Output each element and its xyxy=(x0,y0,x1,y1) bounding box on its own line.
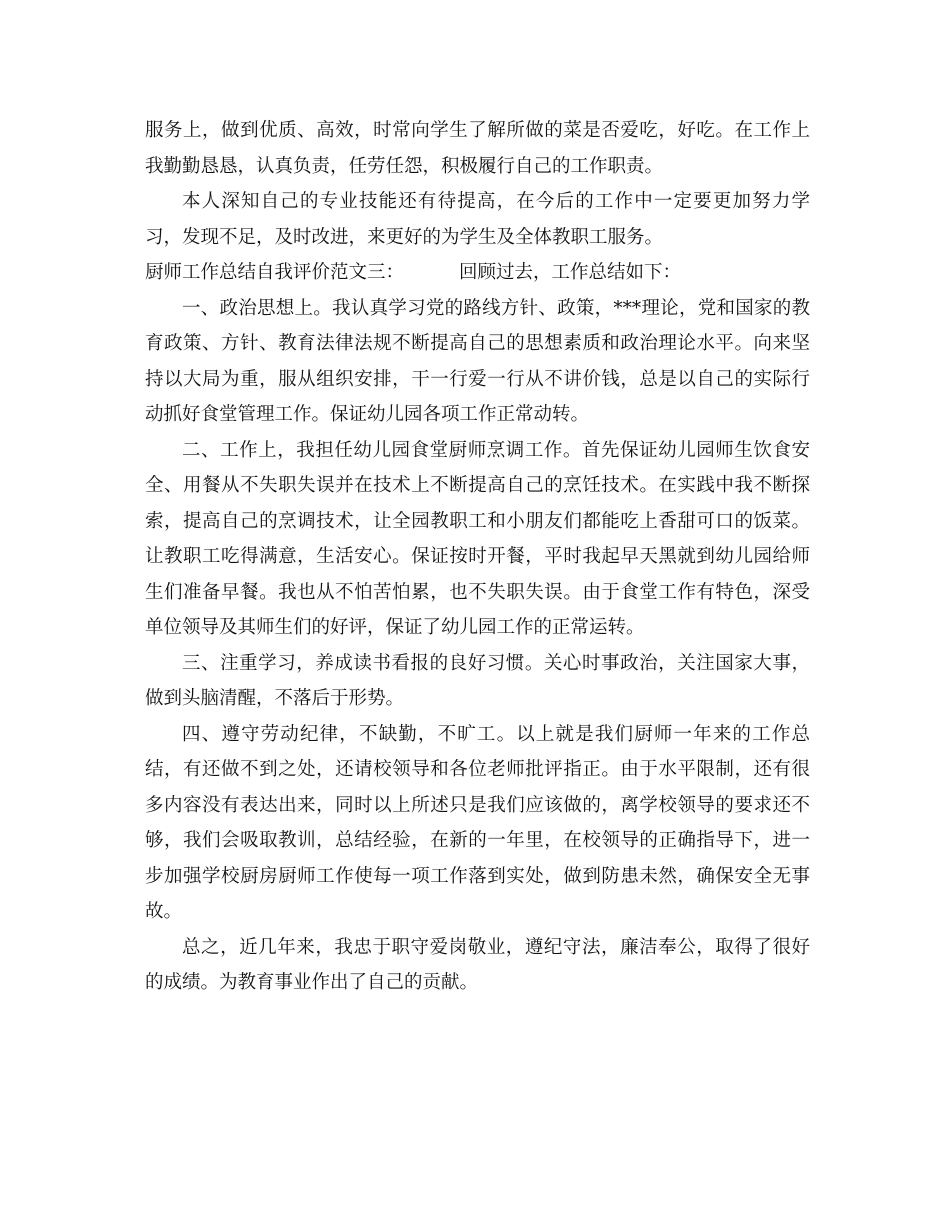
paragraph-discipline: 四、遵守劳动纪律，不缺勤，不旷工。以上就是我们厨师一年来的工作总结，有还做不到之处，还请校领导和各位老师批评指正。由于水平限制，还有很多内容没有表达出来，同时以上所述只是我们应该做的，离学校领导的要求还不够，我们会吸取教训，总结经验，在新的一年里，在校领导的正确指导下，进一步加强学校厨房厨师工作使每一项工作落到实处，做到防患未然，确保安全无事故。 xyxy=(145,723,810,922)
paragraph-service: 服务上，做到优质、高效，时常向学生了解所做的菜是否爱吃，好吃。在工作上我勤勤恳恳，认真负责，任劳任怨，积极履行自己的工作职责。 xyxy=(145,120,810,177)
document-body xyxy=(145,113,810,1001)
paragraph-political: 一、政治思想上。我认真学习党的路线方针、政策，***理论，党和国家的教育政策、方针、教育法律法规不断提高自己的思想素质和政治理论水平。向来坚持以大局为重，服从组织安排，干一行爱一行从不讲价钱，总是以自己的实际行动抓好食堂管理工作。保证幼儿园各项工作正常动转。 xyxy=(145,297,810,425)
section-heading-intro: 回顾过去，工作总结如下： xyxy=(459,262,682,283)
paragraph-study: 三、注重学习，养成读书看报的良好习惯。关心时事政治，关注国家大事，做到头脑清醒，不落后于形势。 xyxy=(145,652,810,709)
section-heading-title: 厨师工作总结自我评价范文三： xyxy=(145,262,405,283)
paragraph-work: 二、工作上，我担任幼儿园食堂厨师烹调工作。首先保证幼儿园师生饮食安全、用餐从不失职失误并在技术上不断提高自己的烹饪技术。在实践中我不断探索，提高自己的烹调技术，让全园教职工和小朋友们都能吃上香甜可口的饭菜。让教职工吃得满意，生活安心。保证按时开餐，平时我起早天黑就到幼儿园给师生们准备早餐。我也从不怕苦怕累，也不失职失误。由于食堂工作有特色，深受单位领导及其师生们的好评，保证了幼儿园工作的正常运转。 xyxy=(145,439,810,638)
section-heading xyxy=(145,255,810,291)
paragraph-conclusion: 总之，近几年来，我忠于职守爱岗敬业，遵纪守法，廉洁奉公，取得了很好的成绩。为教育事业作出了自己的贡献。 xyxy=(145,936,810,993)
paragraph-self-improvement: 本人深知自己的专业技能还有待提高，在今后的工作中一定要更加努力学习，发现不足，及时改进，来更好的为学生及全体教职工服务。 xyxy=(145,191,810,248)
